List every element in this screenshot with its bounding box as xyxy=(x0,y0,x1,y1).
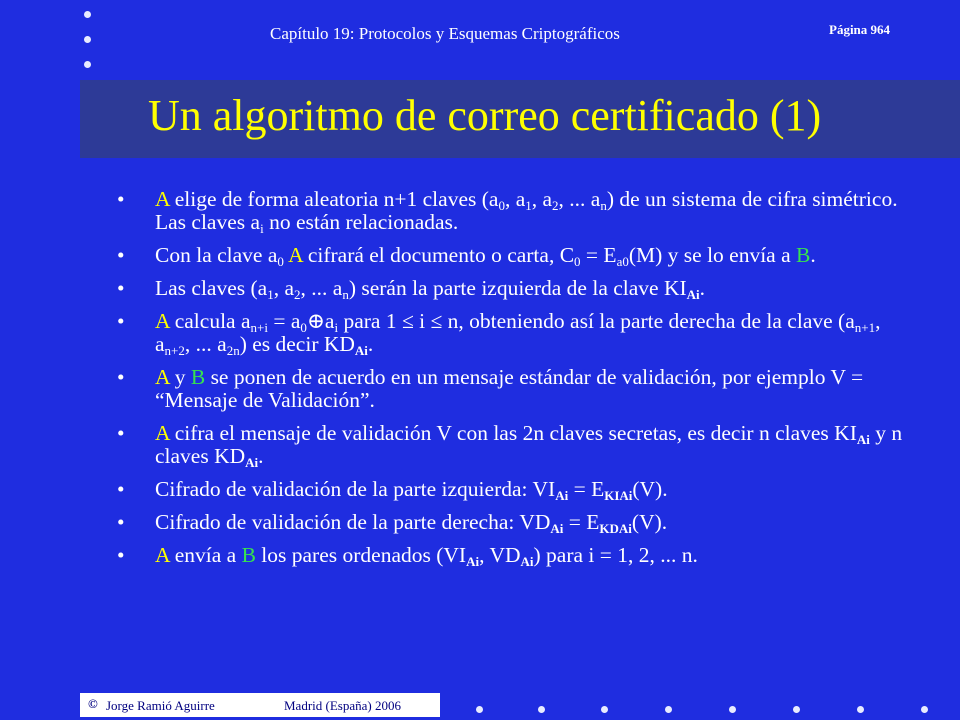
copyright-symbol: © xyxy=(88,696,98,711)
decorative-dot xyxy=(729,706,736,713)
bullet-text: Con la clave a xyxy=(155,243,278,267)
bullet-item xyxy=(115,277,915,300)
party-a-label: A xyxy=(155,365,170,389)
bullet-text: . xyxy=(810,243,816,267)
bullet-text: ) es decir KD xyxy=(239,332,355,356)
subscript: 2 xyxy=(552,198,559,213)
party-b-label: B xyxy=(190,365,206,389)
bullet-text: , ... a xyxy=(300,276,343,300)
subscript: 0 xyxy=(574,254,581,269)
bullet-text: ) para i = 1, 2, ... n. xyxy=(533,543,698,567)
decorative-dot xyxy=(84,61,91,68)
bullet-text: Cifrado de validación de la parte izquierda: VI xyxy=(155,477,556,501)
subscript: 0 xyxy=(277,254,284,269)
bullet-text: . xyxy=(258,444,264,468)
subscript: Ai xyxy=(466,554,480,569)
bullet-text: para 1 ≤ i ≤ n, obteniendo así la parte derecha de la clave (a xyxy=(338,309,855,333)
bullet-text: (V). xyxy=(632,477,668,501)
subscript: 0 xyxy=(498,198,505,213)
party-b-label: B xyxy=(796,243,811,267)
bullet-text: elige de forma aleatoria n+1 claves (a xyxy=(169,187,499,211)
footer xyxy=(80,693,440,717)
subscript: n xyxy=(342,287,349,302)
decorative-dot xyxy=(857,706,864,713)
decorative-dot xyxy=(84,36,91,43)
bullet-text: Las claves (a xyxy=(155,276,268,300)
subscript: i xyxy=(260,221,264,236)
bullet-text: , ... a xyxy=(184,332,227,356)
subscript: n xyxy=(600,198,607,213)
decorative-dot xyxy=(665,706,672,713)
decorative-dot xyxy=(476,706,483,713)
bullet-text: (M) y se lo envía a xyxy=(628,243,797,267)
bullet-text: . xyxy=(367,332,374,356)
decorative-dot xyxy=(601,706,608,713)
subscript: n+1 xyxy=(854,320,876,335)
subscript: KDAi xyxy=(599,521,632,536)
bullet-item xyxy=(115,544,915,567)
party-a-label: A xyxy=(155,421,170,445)
subscript: i xyxy=(334,320,339,335)
party-a-label: A xyxy=(155,543,170,567)
subscript: Ai xyxy=(856,432,870,447)
bullet-text: = E xyxy=(568,477,605,501)
subscript: Ai xyxy=(354,343,368,358)
subscript: n+2 xyxy=(164,343,185,358)
subscript: 0 xyxy=(300,320,307,335)
bullet-text: los pares ordenados (VI xyxy=(255,543,467,567)
bullet-text: cifra el mensaje de validación V con las 2n claves secretas, es decir n claves KI xyxy=(169,421,857,445)
subscript: Ai xyxy=(555,488,569,503)
bullet-text: , VD xyxy=(479,543,521,567)
subscript: Ai xyxy=(520,554,534,569)
bullet-text: calcula a xyxy=(169,309,251,333)
bullet-item xyxy=(115,244,915,267)
bullet-text: (V). xyxy=(631,510,668,534)
subscript: Ai xyxy=(686,287,700,302)
bullet-text: = E xyxy=(563,510,600,534)
party-a-label: A xyxy=(288,243,303,267)
bullet-item xyxy=(115,310,915,356)
subscript: Ai xyxy=(245,455,259,470)
bullet-text: = E xyxy=(580,243,617,267)
bullet-text: ⊕a xyxy=(306,309,335,333)
page-number: Página 964 xyxy=(829,22,891,37)
subscript: a0 xyxy=(616,254,629,269)
bullet-text: se ponen de acuerdo en un mensaje estándar de validación, por ejemplo V = “Mensaje de Validación”. xyxy=(155,365,864,412)
bullet-item xyxy=(115,478,915,501)
decorative-dot xyxy=(538,706,545,713)
party-a-label: A xyxy=(155,309,170,333)
footer-author: Jorge Ramió Aguirre xyxy=(106,698,215,713)
decorative-dot xyxy=(793,706,800,713)
bullet-text: , ... a xyxy=(558,187,601,211)
party-b-label: B xyxy=(241,543,256,567)
bullet-text: , a xyxy=(155,309,881,356)
title-band xyxy=(80,80,960,158)
bullet-text: , a xyxy=(273,276,295,300)
decorative-dot xyxy=(921,706,928,713)
subscript: 2 xyxy=(294,287,301,302)
bullet-item xyxy=(115,511,915,534)
subscript: n+i xyxy=(250,320,268,335)
bullet-item xyxy=(115,366,915,412)
bullet-text: . xyxy=(699,276,706,300)
chapter-title: Capítulo 19: Protocolos y Esquemas Criptográficos xyxy=(270,24,620,43)
bullet-text: y xyxy=(169,365,191,389)
bullet-text: , a xyxy=(531,187,553,211)
subscript: KIAi xyxy=(604,488,633,503)
subscript: 1 xyxy=(267,287,274,302)
bullet-item xyxy=(115,422,915,468)
footer-location: Madrid (España) 2006 xyxy=(284,698,401,713)
bullet-text: y n claves KD xyxy=(155,421,903,468)
bullet-text: = a xyxy=(267,309,301,333)
slide-title: Un algoritmo de correo certificado (1) xyxy=(148,91,822,140)
bullet-text: envía a xyxy=(169,543,242,567)
bullet-list xyxy=(115,188,915,577)
party-a-label: A xyxy=(155,187,170,211)
bullet-text: no están relacionadas. xyxy=(263,210,459,234)
subscript: Ai xyxy=(550,521,564,536)
bullet-text: , a xyxy=(504,187,526,211)
bullet-text: ) serán la parte izquierda de la clave KI xyxy=(348,276,687,300)
bullet-text: Cifrado de validación de la parte derecha: VD xyxy=(155,510,551,534)
subscript: 2n xyxy=(226,343,240,358)
decorative-dot xyxy=(84,11,91,18)
bullet-text: ) de un sistema de cifra simétrico. Las claves a xyxy=(155,187,898,234)
subscript: 1 xyxy=(525,198,532,213)
bullet-text: cifrará el documento o carta, C xyxy=(302,243,575,267)
bullet-item xyxy=(115,188,915,234)
